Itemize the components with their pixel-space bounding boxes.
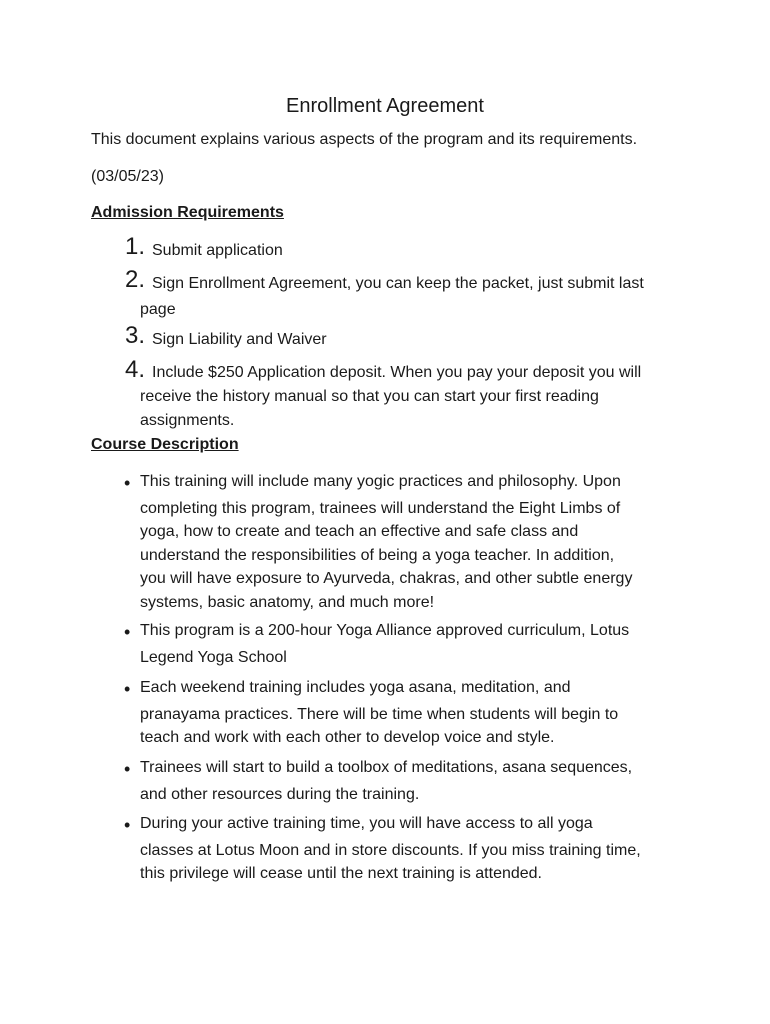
bullet-text: this privilege will cease until the next training is attended. [140, 865, 542, 882]
list-item-text: receive the history manual so that you can start your first reading [140, 388, 599, 405]
bullet-text: Trainees will start to build a toolbox of meditations, asana sequences, [140, 759, 633, 776]
list-number: 4. [125, 356, 146, 383]
bullet-icon: • [124, 759, 131, 779]
bullet-icon: • [124, 679, 131, 699]
bullet-text: classes at Lotus Moon and in store discounts. If you miss training time, [140, 841, 641, 859]
bullet-icon: • [124, 622, 131, 642]
bullet-icon: • [124, 815, 131, 835]
course-description-heading: Course Description [91, 436, 239, 453]
bullet-text: yoga, how to create and teach an effective and safe class and [140, 523, 579, 540]
bullet-text: and other resources during the training. [140, 785, 420, 803]
bullet-text: systems, basic anatomy, and much more! [140, 593, 435, 611]
intro-text: This document explains various aspects of the program and its requirements. [91, 131, 638, 148]
bullet-icon: • [124, 473, 131, 493]
list-item-text: page [140, 301, 176, 318]
list-number: 2. [125, 266, 146, 293]
list-number: 1. [125, 233, 146, 260]
bullet-text: you will have exposure to Ayurveda, chakras, and other subtle energy [140, 570, 633, 587]
list-number: 3. [125, 322, 146, 349]
list-item-text: assignments. [140, 412, 235, 429]
document-date: (03/05/23) [91, 168, 164, 185]
list-item-text: Include $250 Application deposit. When you pay your deposit you will [152, 364, 642, 381]
admission-requirements-heading: Admission Requirements [91, 204, 284, 221]
list-item-text: Sign Enrollment Agreement, you can keep the packet, just submit last [152, 275, 644, 292]
bullet-text: completing this program, trainees will understand the Eight Limbs of [140, 499, 621, 517]
bullet-text: Legend Yoga School [140, 648, 287, 666]
bullet-text: During your active training time, you will have access to all yoga [140, 815, 593, 832]
bullet-text: This program is a 200-hour Yoga Alliance approved curriculum, Lotus [140, 622, 630, 639]
document-title: Enrollment Agreement [286, 95, 484, 117]
bullet-text: This training will include many yogic practices and philosophy. Upon [140, 473, 621, 490]
bullet-text: teach and work with each other to develop voice and style. [140, 729, 555, 746]
bullet-text: understand the responsibilities of being a yoga teacher. In addition, [140, 546, 615, 564]
bullet-text: pranayama practices. There will be time when students will begin to [140, 705, 619, 723]
list-item-text: Sign Liability and Waiver [152, 331, 327, 348]
list-item-text: Submit application [152, 242, 283, 259]
bullet-text: Each weekend training includes yoga asana, meditation, and [140, 679, 571, 696]
